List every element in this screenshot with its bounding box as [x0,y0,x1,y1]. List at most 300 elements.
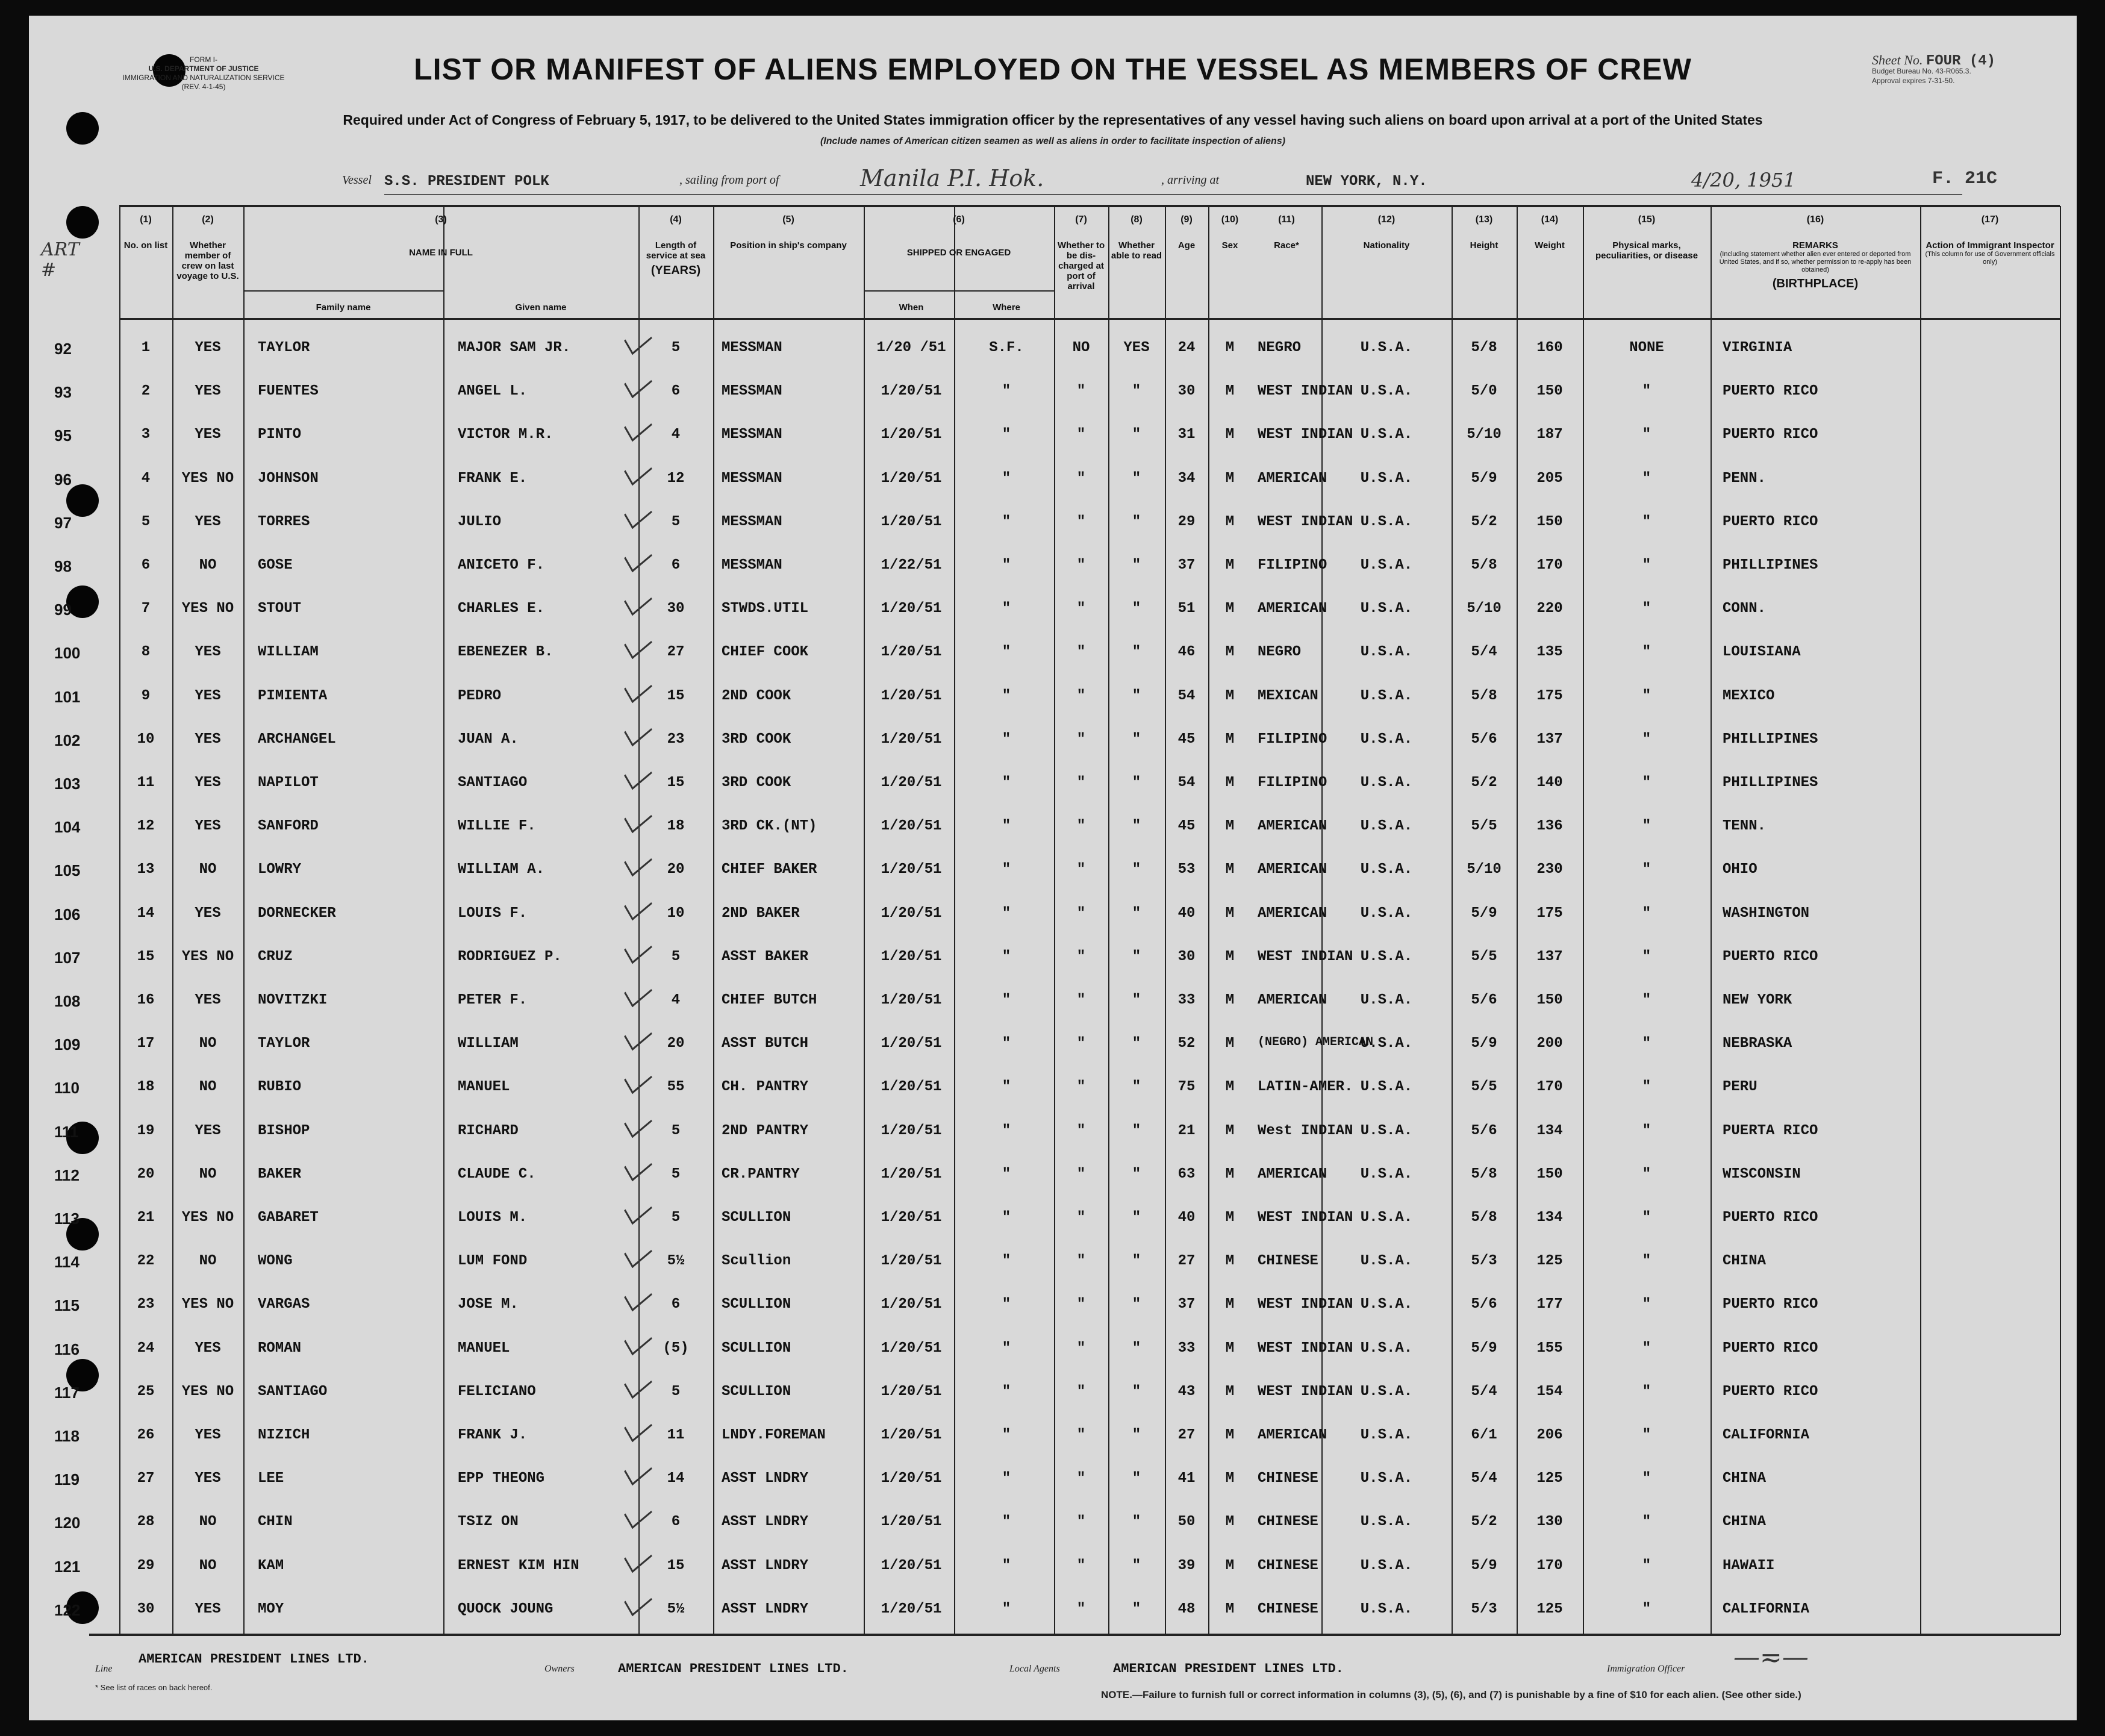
cell-age: 34 [1177,470,1196,487]
column-label: Position in ship's company [730,240,847,251]
cell-weight: 230 [1536,861,1563,878]
cell-service: 5 [671,948,681,965]
cell-family: ROMAN [258,1340,302,1357]
cell-birthplace: CHINA [1723,1514,1767,1531]
column-number: (1) [140,214,152,225]
cell-nationality: U.S.A. [1360,1600,1413,1617]
cell-service: 12 [667,470,685,487]
cell-crew: YES [195,644,221,661]
cell-race: WEST INDIAN [1258,1210,1353,1226]
cell-service: (5) [663,1340,689,1357]
cell-weight: 150 [1536,992,1563,1008]
cell-given: WILLIAM A. [458,861,545,878]
cell-race: CHINESE [1258,1600,1318,1617]
cell-when: 1/20/51 [881,731,942,748]
cell-read: YES [1123,340,1150,356]
cell-no: 25 [137,1383,155,1400]
cell-discharge: " [1076,1557,1086,1574]
cell-weight: 200 [1536,1035,1563,1052]
cell-read: " [1132,1340,1141,1357]
cell-art: 117 [54,1383,80,1402]
cell-where: " [1002,818,1011,835]
cell-family: SANTIAGO [258,1383,328,1400]
cell-where: " [1002,426,1011,443]
cell-family: STOUT [258,601,302,617]
column-label: Whether member of crew on last voyage to U.S. [176,240,239,281]
cell-marks: " [1642,905,1651,922]
cell-read: " [1132,1600,1141,1617]
cell-no: 14 [137,905,155,922]
cell-race: WEST INDIAN [1258,948,1353,965]
column-subheader: Given name [515,302,567,313]
cell-nationality: U.S.A. [1360,1079,1413,1096]
cell-crew: NO [199,1253,217,1270]
cell-position: MESSMAN [722,426,782,443]
cell-crew: NO [199,1079,217,1096]
column-label: Race* [1274,240,1299,251]
cell-sex: M [1225,1079,1235,1096]
column-label: Physical marks, peculiarities, or disease [1595,240,1698,261]
cell-art: 108 [54,992,81,1010]
cell-sex: M [1225,470,1235,487]
cell-where: " [1002,601,1011,617]
cell-given: QUOCK JOUNG [458,1600,554,1617]
cell-crew: YES NO [181,470,234,487]
cell-read: " [1132,861,1141,878]
cell-weight: 137 [1536,731,1563,748]
cell-where: " [1002,731,1011,748]
agents-label: Local Agents [1009,1664,1060,1674]
cell-marks: " [1642,775,1651,791]
cell-age: 37 [1177,557,1196,573]
table-top-rule [119,205,2060,207]
cell-given: LUM FOND [458,1253,528,1270]
agents-value: AMERICAN PRESIDENT LINES LTD. [1113,1661,1344,1676]
cell-birthplace: CONN. [1723,601,1767,617]
cell-discharge: " [1076,1166,1086,1182]
cell-art: 92 [54,340,72,358]
sailing-label: , sailing from port of [679,173,779,187]
cell-nationality: U.S.A. [1360,861,1413,878]
cell-weight: 125 [1536,1253,1563,1270]
cell-when: 1/20/51 [881,1122,942,1139]
cell-where: " [1002,1210,1011,1226]
column-header [864,214,1054,313]
cell-position: MESSMAN [722,340,782,356]
cell-given: CLAUDE C. [458,1166,536,1182]
cell-where: " [1002,775,1011,791]
cell-art: 118 [54,1427,80,1445]
cell-where: " [1002,1035,1011,1052]
column-header [713,214,864,251]
cell-birthplace: PUERTO RICO [1723,383,1818,400]
voyage-underline [384,194,1962,195]
cell-read: " [1132,687,1141,704]
cell-birthplace: PHILLIPINES [1723,557,1818,573]
cell-nationality: U.S.A. [1360,557,1413,573]
column-note: (BIRTHPLACE) [1772,277,1859,290]
cell-race: (NEGRO) AMERICAN [1258,1035,1374,1050]
cell-service: 55 [667,1079,685,1096]
cell-age: 45 [1177,731,1196,748]
cell-no: 2 [141,383,151,400]
cell-crew: YES [195,992,221,1008]
cell-race: WEST INDIAN [1258,383,1353,400]
cell-no: 6 [141,557,151,573]
cell-when: 1/20/51 [881,644,942,661]
cell-age: 45 [1177,818,1196,835]
cell-height: 5/5 [1471,818,1497,835]
cell-service: 20 [667,861,685,878]
cell-marks: NONE [1629,340,1664,356]
cell-when: 1/20/51 [881,1514,942,1531]
cell-no: 23 [137,1296,155,1313]
cell-position: ASST LNDRY [722,1470,809,1487]
cell-race: CHINESE [1258,1557,1318,1574]
cell-crew: YES [195,687,221,704]
cell-age: 46 [1177,644,1196,661]
cell-sex: M [1225,687,1235,704]
column-header [119,214,172,251]
cell-where: " [1002,1557,1011,1574]
cell-given: MANUEL [458,1340,510,1357]
vessel-label: Vessel [342,173,372,187]
cell-where: " [1002,1166,1011,1182]
cell-sex: M [1225,731,1235,748]
subheader-rule [243,290,443,292]
table-row [29,1589,2077,1629]
cell-given: VICTOR M.R. [458,426,554,443]
table-row [29,763,2077,802]
cell-when: 1/20/51 [881,1427,942,1443]
column-label: Action of Immigrant Inspector [1926,240,2054,251]
cell-height: 5/2 [1471,775,1497,791]
cell-family: GABARET [258,1210,319,1226]
sheet-number: FOUR (4) [1926,53,1996,69]
cell-age: 63 [1177,1166,1196,1182]
cell-discharge: " [1076,1079,1086,1096]
table-row [29,980,2077,1020]
cell-discharge: " [1076,513,1086,530]
cell-art: 95 [54,426,72,445]
cell-given: TSIZ ON [458,1514,519,1531]
arriving-label: , arriving at [1161,173,1220,187]
cell-height: 5/9 [1471,905,1497,922]
form-number: FORM I- [190,55,217,64]
cell-race: WEST INDIAN [1258,1340,1353,1357]
cell-art: 97 [54,513,72,532]
cell-no: 5 [141,513,151,530]
cell-family: JOHNSON [258,470,319,487]
cell-read: " [1132,1296,1141,1313]
page-title: LIST OR MANIFEST OF ALIENS EMPLOYED ON THE VESSEL AS MEMBERS OF CREW [414,52,1692,86]
cell-sex: M [1225,1383,1235,1400]
cell-given: SANTIAGO [458,775,528,791]
cell-service: 27 [667,644,685,661]
column-header [243,214,638,313]
column-header [1452,214,1517,251]
cell-marks: " [1642,1035,1651,1052]
cell-read: " [1132,557,1141,573]
cell-where: " [1002,861,1011,878]
cell-service: 18 [667,818,685,835]
cell-family: TORRES [258,513,310,530]
cell-discharge: " [1076,1427,1086,1443]
cell-birthplace: CHINA [1723,1253,1767,1270]
table-row [29,632,2077,672]
cell-service: 6 [671,383,681,400]
cell-no: 7 [141,601,151,617]
cell-when: 1/20/51 [881,775,942,791]
cell-where: S.F. [989,340,1024,356]
cell-marks: " [1642,861,1651,878]
form-revision: (REV. 4-1-45) [181,83,226,91]
cell-sex: M [1225,1253,1235,1270]
cell-given: EPP THEONG [458,1470,545,1487]
cell-crew: YES [195,340,221,356]
cell-crew: YES [195,1427,221,1443]
cell-art: 116 [54,1340,80,1358]
cell-when: 1/20/51 [881,1296,942,1313]
arrival-port: NEW YORK, N.Y. [1306,173,1427,190]
cell-when: 1/20/51 [881,1079,942,1096]
cell-service: 4 [671,426,681,443]
column-number: (4) [670,214,682,225]
cell-when: 1/20/51 [881,818,942,835]
cell-marks: " [1642,992,1651,1008]
cell-art: 119 [54,1470,80,1489]
cell-weight: 155 [1536,1340,1563,1357]
cell-crew: NO [199,861,217,878]
table-row [29,502,2077,542]
cell-family: WONG [258,1253,293,1270]
cell-read: " [1132,1253,1141,1270]
column-subnote: (This column for use of Government officials only) [1925,251,2055,266]
column-number: (15) [1638,214,1656,225]
cell-read: " [1132,1166,1141,1182]
cell-age: 40 [1177,905,1196,922]
cell-no: 26 [137,1427,155,1443]
cell-crew: YES NO [181,1296,234,1313]
cell-weight: 150 [1536,513,1563,530]
cell-age: 29 [1177,513,1196,530]
cell-sex: M [1225,948,1235,965]
cell-race: NEGRO [1258,644,1302,661]
cell-height: 5/8 [1471,340,1497,356]
cell-position: 2ND COOK [722,687,791,704]
cell-sex: M [1225,1340,1235,1357]
column-number: (13) [1475,214,1493,225]
cell-position: LNDY.FOREMAN [722,1427,826,1443]
column-header [1711,214,1920,289]
cell-race: WEST INDIAN [1258,1383,1353,1400]
cell-race: CHINESE [1258,1253,1318,1270]
cell-marks: " [1642,1079,1651,1096]
cell-birthplace: TENN. [1723,818,1767,835]
cell-discharge: " [1076,1600,1086,1617]
cell-given: WILLIE F. [458,818,536,835]
cell-marks: " [1642,948,1651,965]
cell-weight: 154 [1536,1383,1563,1400]
cell-birthplace: PUERTO RICO [1723,426,1818,443]
cell-crew: YES [195,1470,221,1487]
cell-nationality: U.S.A. [1360,818,1413,835]
cell-service: 6 [671,1296,681,1313]
cell-weight: 130 [1536,1514,1563,1531]
cell-family: NIZICH [258,1427,310,1443]
cell-crew: YES [195,383,221,400]
cell-birthplace: HAWAII [1723,1557,1775,1574]
cell-discharge: " [1076,1340,1086,1357]
cell-age: 27 [1177,1253,1196,1270]
manifest-footer [29,1642,2077,1718]
cell-height: 5/6 [1471,1122,1497,1139]
column-label: Whether to be dis-charged at port of arrival [1057,240,1105,292]
statutory-requirement: Required under Act of Congress of February 5, 1917, to be delivered to the United States immigration officer by the representatives of any vessel having such aliens on board upon arrival at a port of the United States [343,112,1763,128]
cell-art: 122 [54,1600,81,1619]
column-subheader: When [899,302,924,313]
cell-discharge: " [1076,905,1086,922]
cell-race: WEST INDIAN [1258,513,1353,530]
cell-when: 1/20/51 [881,1166,942,1182]
cell-when: 1/20/51 [881,905,942,922]
cell-discharge: " [1076,1122,1086,1139]
column-number: (6) [953,214,965,225]
cell-nationality: U.S.A. [1360,948,1413,965]
column-label: Length of service at sea [646,240,706,261]
cell-weight: 170 [1536,1079,1563,1096]
cell-age: 75 [1177,1079,1196,1096]
cell-discharge: " [1076,601,1086,617]
column-header [1165,214,1208,251]
cell-when: 1/20/51 [881,1557,942,1574]
cell-discharge: " [1076,775,1086,791]
cell-birthplace: NEW YORK [1723,992,1792,1008]
cell-weight: 220 [1536,601,1563,617]
cell-height: 5/2 [1471,513,1497,530]
cell-age: 30 [1177,383,1196,400]
cell-service: 20 [667,1035,685,1052]
cell-nationality: U.S.A. [1360,1470,1413,1487]
cell-service: 5 [671,340,681,356]
cell-art: 99 [54,601,72,619]
cell-height: 5/8 [1471,1210,1497,1226]
table-bottom-rule [89,1634,2060,1636]
cell-race: MEXICAN [1258,687,1318,704]
cell-no: 13 [137,861,155,878]
races-note: * See list of races on back hereof. [95,1683,213,1692]
cell-race: CHINESE [1258,1514,1318,1531]
cell-weight: 205 [1536,470,1563,487]
cell-crew: YES NO [181,1383,234,1400]
cell-where: " [1002,470,1011,487]
cell-position: SCULLION [722,1383,791,1400]
cell-marks: " [1642,1383,1651,1400]
cell-height: 5/4 [1471,644,1497,661]
cell-height: 5/9 [1471,1340,1497,1357]
column-header [1517,214,1583,251]
cell-position: MESSMAN [722,383,782,400]
cell-age: 39 [1177,1557,1196,1574]
cell-position: SCULLION [722,1340,791,1357]
column-label: Age [1177,240,1196,251]
instruction-note: (Include names of American citizen seamen as well as aliens in order to facilitate inspection of aliens) [820,136,1286,146]
cell-weight: 170 [1536,1557,1563,1574]
cell-read: " [1132,426,1141,443]
cell-sex: M [1225,426,1235,443]
cell-height: 5/10 [1467,861,1502,878]
cell-marks: " [1642,1340,1651,1357]
cell-crew: YES [195,775,221,791]
cell-sex: M [1225,861,1235,878]
column-label: SHIPPED OR ENGAGED [906,248,1011,258]
cell-family: MOY [258,1600,284,1617]
cell-position: CH. PANTRY [722,1079,809,1096]
column-header [1208,214,1252,251]
cell-weight: 137 [1536,948,1563,965]
cell-height: 5/3 [1471,1600,1497,1617]
column-header [172,214,243,281]
cell-position: CHIEF BUTCH [722,992,817,1008]
cell-read: " [1132,1122,1141,1139]
cell-service: 11 [667,1427,685,1443]
cell-art: 111 [54,1122,79,1141]
cell-birthplace: MEXICO [1723,687,1775,704]
cell-art: 110 [54,1079,80,1097]
column-note: (YEARS) [650,264,701,277]
cell-sex: M [1225,1296,1235,1313]
cell-height: 5/6 [1471,1296,1497,1313]
cell-height: 5/9 [1471,1035,1497,1052]
cell-where: " [1002,992,1011,1008]
cell-art: 103 [54,775,81,793]
cell-race: FILIPINO [1258,775,1327,791]
file-stamp: F. 21C [1932,169,1998,189]
cell-position: SCULLION [722,1210,791,1226]
cell-age: 33 [1177,992,1196,1008]
column-number: (11) [1278,214,1295,225]
cell-discharge: " [1076,992,1086,1008]
cell-discharge: " [1076,731,1086,748]
column-header [1108,214,1165,261]
cell-sex: M [1225,1122,1235,1139]
cell-given: RICHARD [458,1122,519,1139]
cell-nationality: U.S.A. [1360,470,1413,487]
cell-age: 37 [1177,1296,1196,1313]
cell-service: 5 [671,1383,681,1400]
cell-discharge: " [1076,470,1086,487]
cell-where: " [1002,557,1011,573]
cell-age: 33 [1177,1340,1196,1357]
cell-no: 18 [137,1079,155,1096]
cell-weight: 150 [1536,1166,1563,1182]
cell-where: " [1002,905,1011,922]
cell-service: 6 [671,557,681,573]
column-subnote: (Including statement whether alien ever entered or deported from United States, and if so, whether permission to re-apply has been obtained) [1719,251,1912,273]
cell-family: DORNECKER [258,905,336,922]
cell-weight: 177 [1536,1296,1563,1313]
cell-age: 53 [1177,861,1196,878]
cell-birthplace: PHILLIPINES [1723,731,1818,748]
cell-nationality: U.S.A. [1360,1210,1413,1226]
column-label: Whether able to read [1111,240,1162,261]
cell-given: CHARLES E. [458,601,545,617]
cell-when: 1/20 /51 [876,340,946,356]
cell-crew: YES [195,731,221,748]
cell-where: " [1002,1470,1011,1487]
cell-birthplace: PERU [1723,1079,1757,1096]
cell-service: 5 [671,1166,681,1182]
